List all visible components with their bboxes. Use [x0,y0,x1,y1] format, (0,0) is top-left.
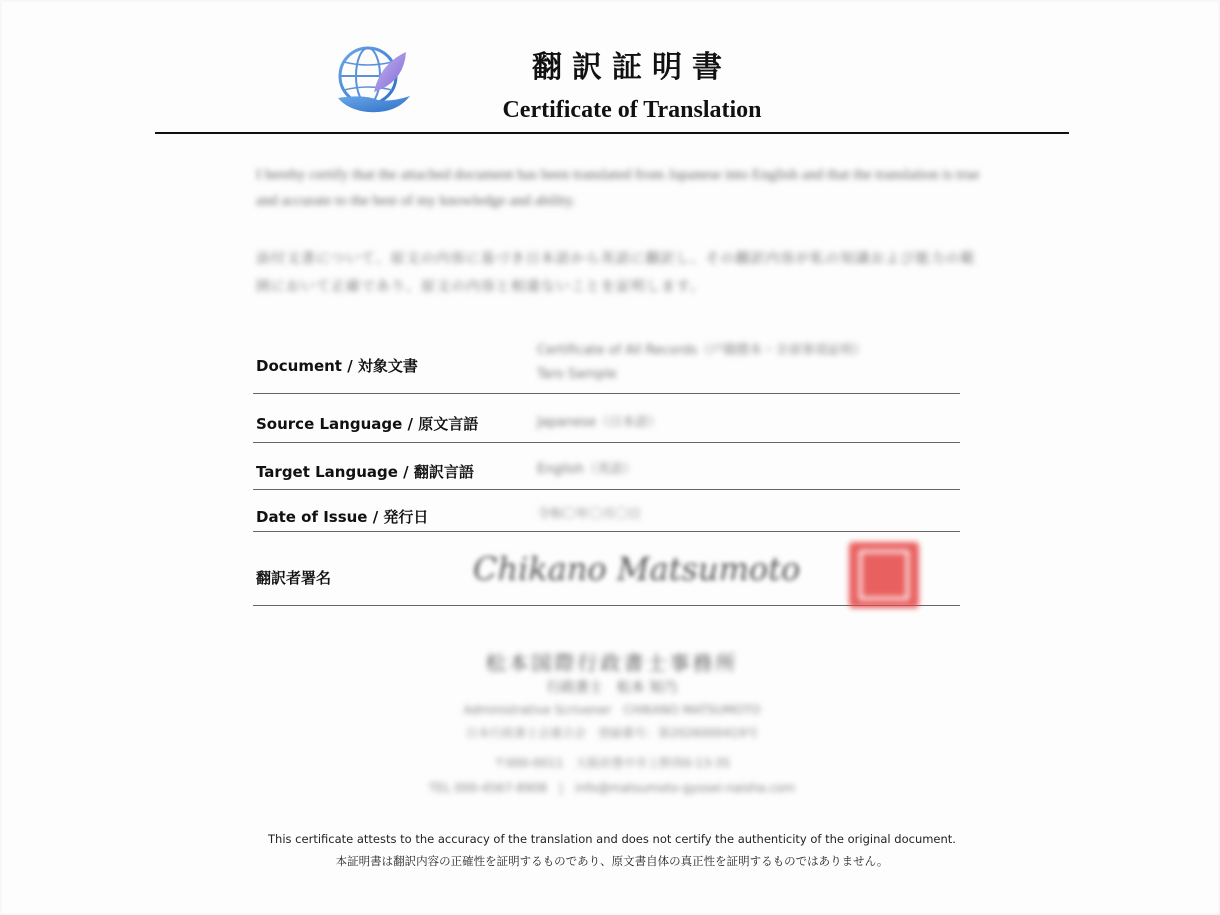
row-value-line: Taro Sample [537,367,617,382]
office-line: TEL 000-4567-8908 | info@matsumoto-gyosei-naisha.com [428,781,796,795]
row-label: 翻訳者署名 [256,569,332,587]
row-value-line: Certificate of All Records（戸籍謄本・全部事項証明） [537,343,867,358]
table-row-translator-signature [253,532,960,606]
office-line: Administrative Scrivener CHIKANO MATSUMOTO [463,703,761,717]
certificate-sheet [2,2,1218,913]
disclaimer-en: This certificate attests to the accuracy of the translation and does not certify the authenticity of the original document. [268,832,956,846]
header-divider [155,132,1069,134]
seal-border [859,550,909,600]
table-row-source-language [253,394,960,443]
row-label: Date of Issue / 発行日 [256,508,429,526]
disclaimer-ja: 本証明書は翻訳内容の正確性を証明するものであり、原文書自体の真正性を証明するものではありません。 [335,854,889,868]
table-row-document [253,332,960,394]
row-value [537,339,866,387]
official-seal-stamp [849,542,919,608]
office-line: 〒000-0011 大阪府豊中市上野西0-13-35 [493,756,731,770]
row-label: Document / 対象文書 [256,357,418,375]
office-name: 松本国際行政書士事務所 [485,651,739,675]
certificate-title-en: Certificate of Translation [502,97,762,123]
translator-signature: Chikano Matsumoto [473,550,801,588]
office-line: 日本行政書士会連合会 登録番号：第2026000419号 [465,726,759,740]
table-row-target-language [253,443,960,490]
row-value: 令和〇年〇月〇日 [537,507,642,522]
certificate-title-ja: 翻訳証明書 [532,50,732,85]
office-title: 行政書士 松本 知乃 [546,680,678,696]
row-value: English（英語） [537,462,636,477]
row-value: Japanese（日本語） [537,415,662,430]
statement-en: I hereby certify that the attached document has been translated from Japanese into English and that the translation is true and accurate to the best of my knowledge and ability. [256,167,980,209]
row-label: Target Language / 翻訳言語 [256,463,474,481]
row-label: Source Language / 原文言語 [256,415,479,433]
table-row-date-of-issue [253,490,960,532]
statement-ja: 添付文書について、原文の内容に基づき日本語から英語に翻訳し、その翻訳内容が私の知識および能力の範囲において正確であり、原文の内容と相違ないことを証明します。 [256,251,976,295]
